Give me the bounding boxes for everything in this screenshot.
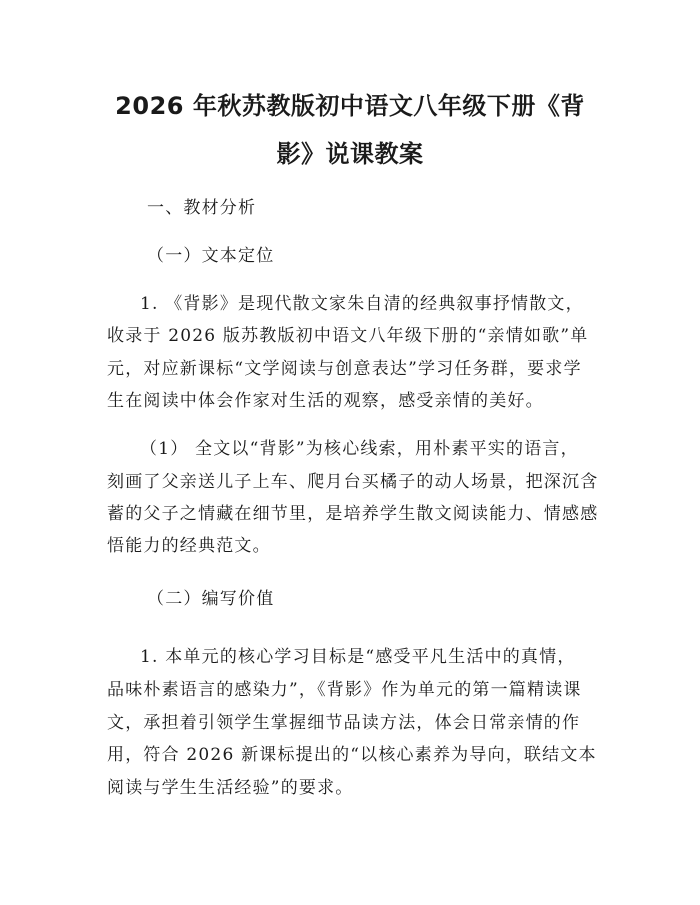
paragraph-line: 用，符合 2026 新课标提出的“以核心素养为导向，联结文本 bbox=[107, 745, 597, 765]
subsection-heading: （二）编写价值 bbox=[147, 589, 275, 609]
paragraph-line: 蓄的父子之情藏在细节里，是培养学生散文阅读能力、情感感 bbox=[107, 504, 599, 524]
paragraph-line: 元，对应新课标“文学阅读与创意表达”学习任务群，要求学 bbox=[107, 359, 582, 379]
paragraph-line: 1. 本单元的核心学习目标是“感受平凡生活中的真情， bbox=[140, 647, 576, 667]
paragraph-line: 文，承担着引领学生掌握细节品读方法，体会日常亲情的作 bbox=[107, 713, 581, 733]
document-title-line-1: 2026 年秋苏教版初中语文八年级下册《背 bbox=[115, 92, 585, 120]
paragraph-line: 1. 《背影》是现代散文家朱自清的经典叙事抒情散文， bbox=[140, 294, 584, 314]
paragraph-line: 阅读与学生生活经验”的要求。 bbox=[107, 778, 354, 798]
paragraph-line: 品味朴素语言的感染力”，《背影》作为单元的第一篇精读课 bbox=[107, 680, 582, 700]
paragraph-line: 收录于 2026 版苏教版初中语文八年级下册的“亲情如歌”单 bbox=[107, 326, 589, 346]
paragraph-line: 刻画了父亲送儿子上车、爬月台买橘子的动人场景，把深沉含 bbox=[107, 472, 599, 492]
subsection-heading: （一）文本定位 bbox=[147, 246, 275, 266]
paragraph-line: 生在阅读中体会作家对生活的观察，感受亲情的美好。 bbox=[107, 391, 544, 411]
paragraph-line: 悟能力的经典范文。 bbox=[107, 536, 271, 556]
document-title-line-2: 影》说课教案 bbox=[276, 140, 424, 168]
paragraph-line: （1） 全文以“背影”为核心线索，用朴素平实的语言， bbox=[140, 439, 579, 459]
section-heading: 一、教材分析 bbox=[147, 198, 257, 218]
